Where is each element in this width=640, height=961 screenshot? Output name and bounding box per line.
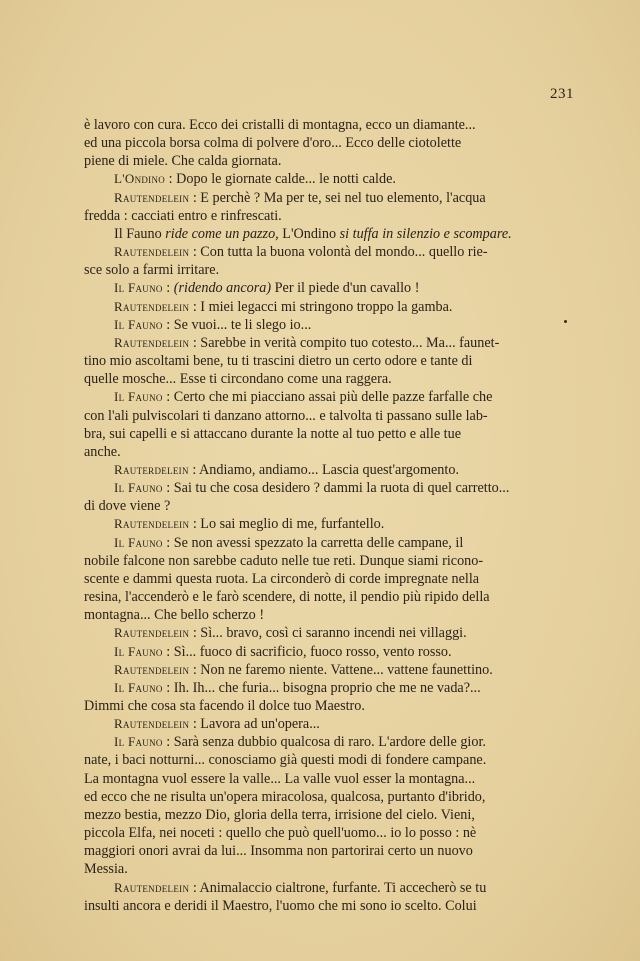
speaker-name: Rautendelein	[114, 244, 190, 260]
speaker-name: Rautendelein	[114, 879, 190, 895]
page-text	[84, 116, 578, 915]
line-text: anche.	[84, 443, 121, 460]
speaker-name: Il Fauno	[114, 480, 163, 496]
text-line	[84, 788, 578, 806]
speaker-name: Rautendelein	[114, 625, 190, 641]
text-line	[84, 370, 578, 388]
text-line	[84, 225, 578, 243]
text-line	[84, 316, 578, 334]
text-line	[84, 661, 578, 679]
line-text: con l'ali pulviscolari ti danzano attorno... e talvolta ti passano sulle lab-	[84, 407, 488, 424]
text-line	[84, 534, 578, 552]
speaker-name: Il Fauno	[114, 643, 163, 659]
line-text: : I miei legacci mi stringono troppo la gamba.	[189, 298, 453, 315]
line-text: : Sì... fuoco di sacrificio, fuoco rosso, vento rosso.	[162, 643, 452, 660]
line-text: ed una piccola borsa colma di polvere d'oro... Ecco delle ciotolette	[84, 135, 462, 152]
text-line	[84, 606, 578, 624]
line-text: montagna... Che bello scherzo !	[84, 607, 265, 624]
speaker-name: Il Fauno	[114, 316, 163, 332]
line-text: La montagna vuol essere la valle... La valle vuol esser la montagna...	[84, 770, 476, 787]
text-line	[84, 279, 578, 297]
speaker-name: Rautendelein	[114, 516, 190, 532]
speaker-name: Il Fauno	[114, 389, 163, 405]
line-text: di dove viene ?	[84, 498, 171, 515]
text-line	[84, 170, 578, 188]
speaker-name: L'Ondino	[114, 171, 166, 187]
text-line	[84, 552, 578, 570]
line-text: :	[162, 280, 174, 297]
line-text: Dimmi che cosa sta facendo il dolce tuo Maestro.	[84, 698, 365, 714]
line-text: fredda : cacciati entro e rinfrescati.	[84, 207, 282, 224]
text-line	[84, 570, 578, 588]
text-line	[84, 189, 578, 207]
ink-speck	[564, 320, 567, 323]
text-line	[84, 879, 578, 897]
line-text: quelle mosche... Esse ti circondano come una raggera.	[84, 371, 392, 388]
speaker-name: Il Fauno	[114, 679, 163, 695]
text-line	[84, 515, 578, 533]
text-line	[84, 751, 578, 769]
line-text: bra, sui capelli e si attaccano durante la notte al tuo petto e alle tue	[84, 425, 461, 442]
text-line	[84, 715, 578, 733]
line-text: L'Ondino	[278, 225, 340, 242]
line-text: maggiori onori avrai da lui... Insomma non partorirai certo un nuovo	[84, 843, 473, 860]
line-text: scente e dammi questa ruota. La circonderò di corde impregnate nella	[84, 570, 480, 587]
text-line	[84, 824, 578, 842]
text-line	[84, 860, 578, 878]
line-text: piccola Elfa, nei noceti : quello che può quell'uomo... io lo posso : nè	[84, 825, 477, 842]
line-text: insulti ancora e deridi il Maestro, l'uomo che mi sono io scelto. Colui	[84, 897, 477, 914]
speaker-name: Rautendelein	[114, 661, 190, 677]
text-line	[84, 207, 578, 225]
text-line	[84, 479, 578, 497]
line-text: tino mio ascoltami bene, tu ti trascini dietro un certo odore e tante di	[84, 353, 473, 370]
text-line	[84, 334, 578, 352]
line-text: : Se non avessi spezzato la carretta delle campane, il	[162, 534, 464, 551]
line-text: : Lavora ad un'opera...	[189, 716, 320, 733]
text-line	[84, 352, 578, 370]
text-line	[84, 679, 578, 697]
line-text: : Animalaccio cialtrone, furfante. Ti accecherò se tu	[189, 879, 487, 896]
line-text: : Con tutta la buona volontà del mondo... quello rie-	[189, 244, 488, 261]
text-line	[84, 643, 578, 661]
text-line	[84, 443, 578, 461]
line-text: : Ih. Ih... che furia... bisogna proprio che me ne vada?...	[162, 679, 481, 696]
stage-direction: (ridendo ancora)	[173, 280, 272, 297]
text-line	[84, 388, 578, 406]
line-text: è lavoro con cura. Ecco dei cristalli di montagna, ecco un diamante...	[84, 117, 476, 133]
text-line	[84, 407, 578, 425]
page-number: 231	[550, 86, 574, 102]
speaker-name: Rautendelein	[114, 716, 190, 732]
line-text: : Andiamo, andiamo... Lascia quest'argomento.	[188, 461, 459, 478]
line-text: nate, i baci notturni... conosciamo già questi modi di fondere campane.	[84, 752, 487, 769]
line-text: Messia.	[84, 861, 128, 878]
line-text: ed ecco che ne risulta un'opera miracolosa, qualcosa, purtanto d'ibrido,	[84, 788, 486, 805]
line-text: : Sai tu che cosa desidero ? dammi la ruota di quel carretto...	[162, 480, 510, 497]
line-text: : Lo sai meglio di me, furfantello.	[189, 516, 385, 533]
line-text: : Non ne faremo niente. Vattene... vattene faunettino.	[189, 661, 493, 678]
speaker-name: Rautendelein	[114, 189, 190, 205]
line-text: Il Fauno	[114, 225, 166, 242]
text-line	[84, 624, 578, 642]
text-line	[84, 733, 578, 751]
text-line	[84, 152, 578, 170]
text-line	[84, 116, 578, 134]
line-text: : Sarà senza dubbio qualcosa di raro. L'ardore delle gior.	[162, 734, 486, 751]
stage-direction: ride come un pazzo,	[165, 225, 279, 242]
text-line	[84, 806, 578, 824]
text-line	[84, 897, 578, 915]
speaker-name: Rauterdelein	[114, 461, 189, 477]
text-line	[84, 588, 578, 606]
line-text: nobile falcone non sarebbe caduto nelle tue reti. Dunque siami ricono-	[84, 552, 484, 569]
line-text: piene di miele. Che calda giornata.	[84, 153, 282, 170]
line-text: : Certo che mi piacciano assai più delle pazze farfalle che	[162, 389, 493, 406]
text-line	[84, 134, 578, 152]
line-text: resina, l'accenderò e le farò scendere, di notte, il pendio più ripido della	[84, 589, 490, 606]
text-line	[84, 770, 578, 788]
line-text: : Se vuoi... te li slego io...	[162, 316, 312, 333]
speaker-name: Rautendelein	[114, 334, 190, 350]
text-line	[84, 842, 578, 860]
speaker-name: Rautendelein	[114, 298, 190, 314]
speaker-name: Il Fauno	[114, 280, 163, 296]
line-text: : E perchè ? Ma per te, sei nel tuo elemento, l'acqua	[189, 189, 486, 206]
text-line	[84, 261, 578, 279]
line-text: sce solo a farmi irritare.	[84, 262, 220, 279]
line-text: : Sarebbe in verità compito tuo cotesto... Ma... faunet-	[189, 334, 500, 351]
speaker-name: Il Fauno	[114, 734, 163, 750]
text-line	[84, 243, 578, 261]
line-text: mezzo bestia, mezzo Dio, gloria della terra, irrisione del cielo. Vieni,	[84, 806, 475, 823]
text-line	[84, 298, 578, 316]
line-text: : Sì... bravo, così ci saranno incendi nei villaggi.	[189, 625, 467, 642]
text-line	[84, 425, 578, 443]
text-line	[84, 697, 578, 715]
text-line	[84, 461, 578, 479]
speaker-name: Il Fauno	[114, 534, 163, 550]
line-text: : Dopo le giornate calde... le notti calde.	[165, 171, 396, 188]
stage-direction: si tuffa in silenzio e scompare.	[339, 225, 512, 242]
line-text: Per il piede d'un cavallo !	[271, 280, 420, 297]
text-line	[84, 497, 578, 515]
